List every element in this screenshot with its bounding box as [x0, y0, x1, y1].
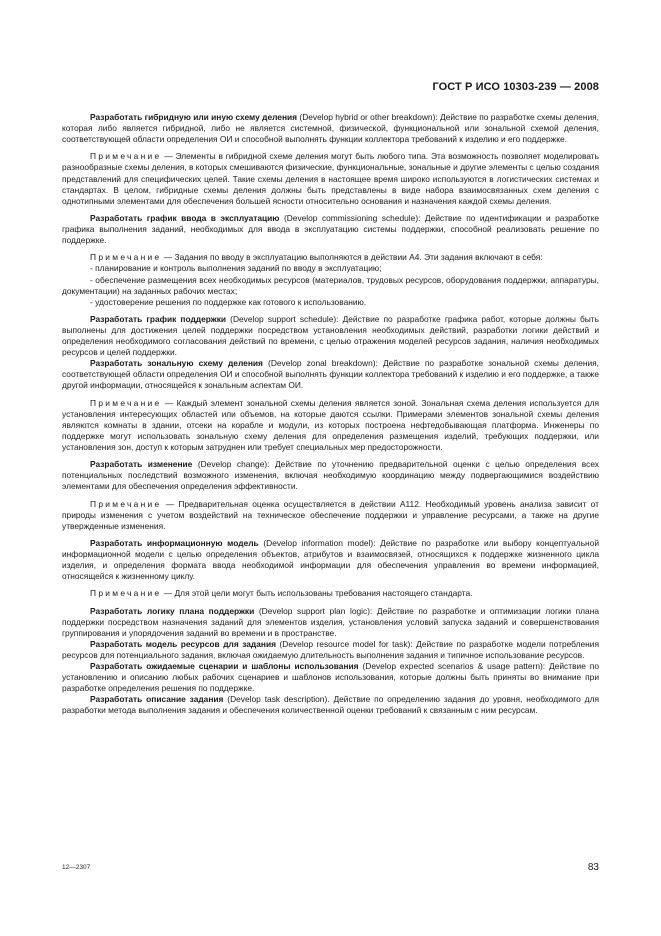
- term: Разработать гибридную или иную схему деления: [90, 112, 298, 122]
- definition-hybrid-breakdown: [62, 112, 599, 145]
- term: Разработать график поддержки: [90, 313, 227, 324]
- document-body: [62, 112, 599, 717]
- definition-information-model: [62, 538, 599, 582]
- note-label: Примечание: [90, 588, 162, 599]
- definition-text: (Develop expected scenarios & usage pattern): Действие по установлению и описанию любых рабочих сценариев и шаблонов использования, которые должны быть приняты во внимание при разработке определения решения по поддержке.: [62, 661, 599, 694]
- definition-text: (Develop hybrid or other breakdown): Действие по разработке схемы деления, которая либо является гибридной, либо не является системной, физической, функциональной или зональной схемой деления, соответствующей области определения ОИ и способной выполнять функции коллектора требований к изделию и его поддержке.: [62, 112, 599, 145]
- definition-support-plan-logic: [62, 606, 599, 639]
- note-information-model: [62, 588, 599, 599]
- note-commissioning: [62, 252, 599, 307]
- note-label: Примечание: [90, 151, 162, 162]
- definition-expected-scenarios: [62, 661, 599, 694]
- document-header: ГОСТ Р ИСО 10303-239 — 2008: [432, 81, 599, 93]
- list-item: - обеспечение размещения всех необходимых ресурсов (материалов, трудовых ресурсов, оборудования поддержки, аппаратуры, документации) на заданных рабочих местах;: [62, 274, 599, 296]
- definition-task-description: [62, 694, 599, 716]
- term: Разработать логику плана поддержки: [90, 605, 255, 616]
- note-zonal-breakdown: [62, 398, 599, 453]
- print-code: 12—2307: [62, 864, 91, 871]
- term: Разработать изменение: [90, 459, 193, 470]
- note-change: [62, 499, 599, 532]
- note-label: Примечание: [90, 498, 162, 509]
- list-item: - удостоверение решения по поддержке как готового к использованию.: [90, 296, 367, 307]
- term: Разработать ожидаемые сценарии и шаблоны использования: [90, 661, 359, 672]
- note-hybrid-breakdown: [62, 151, 599, 206]
- definition-change: [62, 459, 599, 492]
- definition-support-schedule: [62, 314, 599, 358]
- definition-zonal-breakdown: [62, 358, 599, 391]
- definition-text: (Develop commissioning schedule): Действие по идентификации и разработке графика выполнения заданий, необходимых для ввода в эксплуатацию системы поддержки, способной реализовать решение по поддержке.: [62, 212, 600, 246]
- definition-resource-model: [62, 639, 599, 661]
- note-label: Примечание: [90, 397, 162, 408]
- term: Разработать описание задания: [90, 694, 224, 705]
- term: Разработать информационную модель: [90, 537, 259, 548]
- note-text: — Для этой цели могут быть использованы требования настоящего стандарта.: [161, 588, 473, 599]
- list-item: - планирование и контроль выполнения заданий по вводу в эксплуатацию;: [90, 263, 382, 274]
- definition-commissioning-schedule: [62, 213, 599, 246]
- term: Разработать график ввода в эксплуатацию: [90, 212, 280, 223]
- page-number: 83: [587, 862, 599, 873]
- note-text: — Предварительная оценка осуществляется в действии А112. Необходимый уровень анализа зависит от природы изменения с учетом воздействий на техническое обеспечение поддержки и управление ресурсами, а также на другие утвержденные изменения.: [62, 498, 599, 531]
- definition-text: (Develop task description). Действие по определению задания до уровня, необходимого для разработки метода выполнения задания и обеспечения количественной оценки требований к связанным с ним ресурсам.: [62, 694, 599, 716]
- note-intro: [62, 252, 599, 263]
- definition-text: (Develop information model): Действие по разработке или выбору концептуальной информационной модели с целью определения объектов, атрибутов и взаимосвязей, относящихся к поддержке жизненного цикла изделия, и определения формата ввода необходимой информации для обеспечения управления во времени информацией, относящейся к жизненному циклу.: [62, 537, 600, 582]
- definition-text: (Develop support plan logic): Действие по разработке и оптимизации логики плана поддержки посредством назначения заданий для элементов изделия, установления условий запуска заданий и совершенствования группирования и упорядочения заданий во времени и в пространстве.: [62, 605, 599, 638]
- definition-text: (Develop resource model for task): Действие по разработке модели потребления ресурсов для потенциального задания, включая ожидаемую длительность выполнения задания и типичное использование ресурсов.: [62, 638, 599, 660]
- definition-text: (Develop zonal breakdown): Действие по разработке зональной схемы деления, соответствующей области определения ОИ и способной выполнять функции коллектора требований к изделию и его поддержке, а также другой информации, относящейся к зональным аспектам ОИ.: [62, 358, 599, 391]
- definition-text: (Develop support schedule): Действие по разработке графика работ, которые должны быть выполнены для достижения целей поддержки посредством установления необходимых действий, разработки логики действий и определения необходимого согласования действий по времени, с целью отражения моделей ресурсов задания, наличия необходимых ресурсов и целей поддержки.: [62, 313, 600, 358]
- note-text: — Задания по вводу в эксплуатацию выполняются в действии А4. Эти задания включают в себя:: [161, 252, 543, 263]
- term: Разработать зональную схему деления: [90, 358, 263, 369]
- note-text: — Элементы в гибридной схеме деления могут быть любого типа. Эта возможность позволяет моделировать разнообразные схемы деления, в которых смешиваются физические, функциональные, зональные и другие элементы с целью создания представлений для специфических целей. Такие схемы деления в настоящее время широко используются в логистических системах и стандартах. В целом, гибридные схемы деления должны быть представлены в виде набора взаимосвязанных схем деления с однотипными элементами для обеспечения большей ясности относительно основания и назначения каждой схемы деления.: [62, 151, 599, 206]
- note-text: — Каждый элемент зональной схемы деления является зоной. Зональная схема деления используется для установления интересующих областей или объемов, на которые даются ссылки. Примерами элементов зональной схемы деления являются комнаты в здании, отсеки на корабле и модули, из которых построена нефтедобывающая платформа. Инженеры по поддержке могут использовать зональную схему деления для определения размещения изделий, требующих поддержки, или установления зон, доступ к которым затруднен или требует специальных мер предосторожности.: [62, 397, 599, 452]
- definition-text: (Develop change): Действие по уточнению предварительной оценки с целью определения всех потенциальных последствий возможного изменения, включая необходимую координацию между подвергающимися воздействию элементами для обеспечения определения эффективности.: [62, 459, 599, 492]
- note-label: Примечание: [90, 252, 162, 263]
- term: Разработать модель ресурсов для задания: [90, 638, 276, 649]
